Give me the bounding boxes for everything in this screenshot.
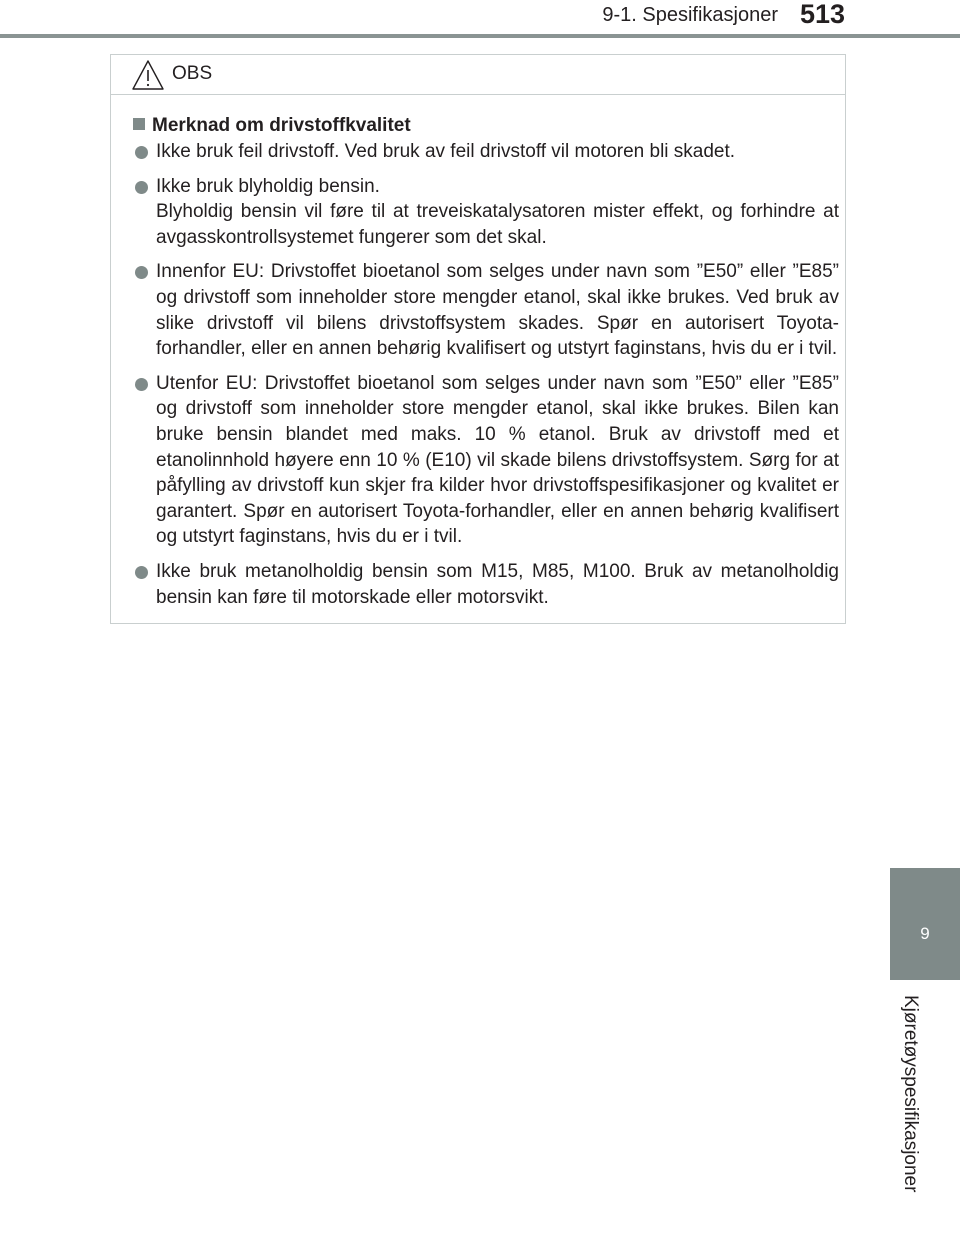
list-item <box>135 371 839 550</box>
square-bullet-icon <box>133 118 145 130</box>
notice-header <box>111 55 845 95</box>
chapter-side-label: Kjøretøyspesifikasjoner <box>900 995 921 1193</box>
list-item-text: Blyholdig bensin vil føre til at treveiskatalysatoren mister effekt, og forhindre at avgasskontrollsystemet fungerer som det skal. <box>156 201 839 248</box>
list-item <box>135 139 839 165</box>
list-item-text: Ikke bruk feil drivstoff. Ved bruk av feil drivstoff vil motoren bli skadet. <box>156 141 736 162</box>
running-header-title: 9-1. Spesifikasjoner <box>602 4 778 26</box>
section-heading <box>133 115 411 137</box>
notice-box <box>110 54 846 624</box>
list-item-text: Innenfor EU: Drivstoffet bioetanol som selges under navn som ”E50” eller ”E85” og drivstoff som inneholder store mengder etanol, skal ikke brukes. Ved bruk av slike drivstoff vil bilens drivstoffsystem skades. Spør en autorisert Toyota-forhandler, eller en annen behørig kvalifisert og utstyrt faginstans, hvis du er i tvil. <box>156 261 839 360</box>
chapter-tab-number: 9 <box>920 924 930 943</box>
warning-triangle-icon <box>131 59 165 91</box>
list-item <box>135 259 839 361</box>
list-item-text: Utenfor EU: Drivstoffet bioetanol som selges under navn som ”E50” eller ”E85” og drivstoff som inneholder store mengder etanol, skal ikke brukes. Bilen kan bruke bensin blandet med maks. 10 % etanol. Bruk av drivstoff med et etanolinnhold høyere enn 10 % (E10) vil skade bilens drivstoffsystem. Sørg for at påfylling av drivstoff kun skjer fra kilder hvor drivstoffspesifikasjoner og kvalitet er garantert. Spør en autorisert Toyota-forhandler, eller en annen behørig kvalifisert og utstyrt faginstans, hvis du er i tvil. <box>156 372 839 548</box>
page-number: 513 <box>800 0 846 29</box>
list-item <box>135 174 839 251</box>
section-heading-text: Merknad om drivstoffkvalitet <box>152 115 411 136</box>
notice-label: OBS <box>172 63 213 84</box>
list-item <box>135 559 839 610</box>
notice-item-list <box>135 139 839 619</box>
header-rule <box>0 34 960 38</box>
list-item-text: Ikke bruk blyholdig bensin. <box>156 175 380 197</box>
list-item-text: Ikke bruk metanolholdig bensin som M15, M85, M100. Bruk av metanolholdig bensin kan føre til motorskade eller motorsvikt. <box>156 560 839 608</box>
